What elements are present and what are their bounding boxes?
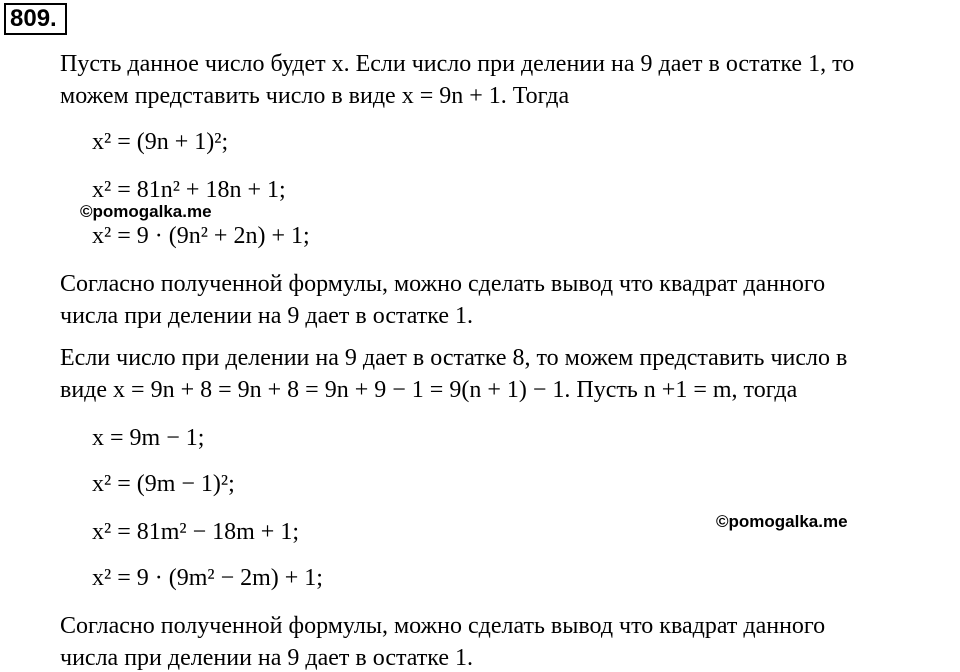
watermark-1: ©pomogalka.me bbox=[80, 202, 212, 221]
equation-2: x² = 81n² + 18n + 1; bbox=[92, 177, 286, 203]
equation-7: x² = 9 · (9m² − 2m) + 1; bbox=[92, 565, 323, 591]
conclusion-2-line-2: числа при делении на 9 дает в остатке 1. bbox=[60, 645, 474, 671]
equation-1: x² = (9n + 1)²; bbox=[92, 129, 229, 155]
equation-5: x² = (9m − 1)²; bbox=[92, 471, 235, 497]
part2-line-2: виде x = 9n + 8 = 9n + 8 = 9n + 9 − 1 = 9(n + 1) − 1. Пусть n +1 = m, тогда bbox=[60, 377, 798, 403]
intro-line-1: Пусть данное число будет x. Если число при делении на 9 дает в остатке 1, то bbox=[60, 51, 855, 77]
equation-3: x² = 9 · (9n² + 2n) + 1; bbox=[92, 223, 310, 249]
watermark-2: ©pomogalka.me bbox=[716, 512, 848, 531]
equation-6: x² = 81m² − 18m + 1; bbox=[92, 519, 299, 545]
intro-line-2: можем представить число в виде x = 9n + 1. Тогда bbox=[60, 83, 570, 109]
conclusion-2-line-1: Согласно полученной формулы, можно сделать вывод что квадрат данного bbox=[60, 613, 826, 639]
problem-number: 809. bbox=[4, 3, 67, 35]
conclusion-1-line-1: Согласно полученной формулы, можно сделать вывод что квадрат данного bbox=[60, 271, 826, 297]
part2-line-1: Если число при делении на 9 дает в остатке 8, то можем представить число в bbox=[60, 345, 848, 371]
equation-4: x = 9m − 1; bbox=[92, 425, 205, 451]
conclusion-1-line-2: числа при делении на 9 дает в остатке 1. bbox=[60, 303, 474, 329]
